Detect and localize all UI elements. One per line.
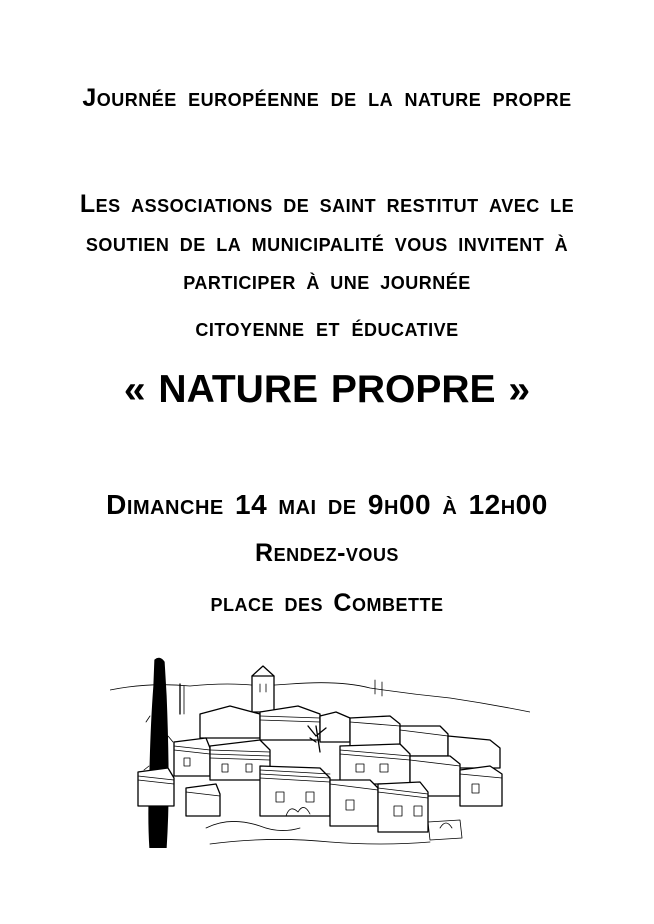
- invitation-line-1: Les associations de saint restitut avec le: [79, 190, 575, 218]
- event-date-time: Dimanche 14 mai de 9h00 à 12h00: [106, 489, 548, 520]
- invitation-line-2: soutien de la municipalité vous invitent à: [85, 229, 569, 257]
- village-sketch-icon: [110, 656, 530, 848]
- flyer-heading: Journée européenne de la nature propre: [82, 84, 572, 112]
- invitation-line-3: participer à une journée: [183, 267, 471, 295]
- meeting-label: Rendez-vous: [255, 539, 399, 567]
- invitation-line-4: citoyenne et éducative: [195, 314, 459, 342]
- meeting-place: place des Combette: [210, 589, 444, 617]
- event-title: « NATURE PROPRE »: [123, 368, 531, 411]
